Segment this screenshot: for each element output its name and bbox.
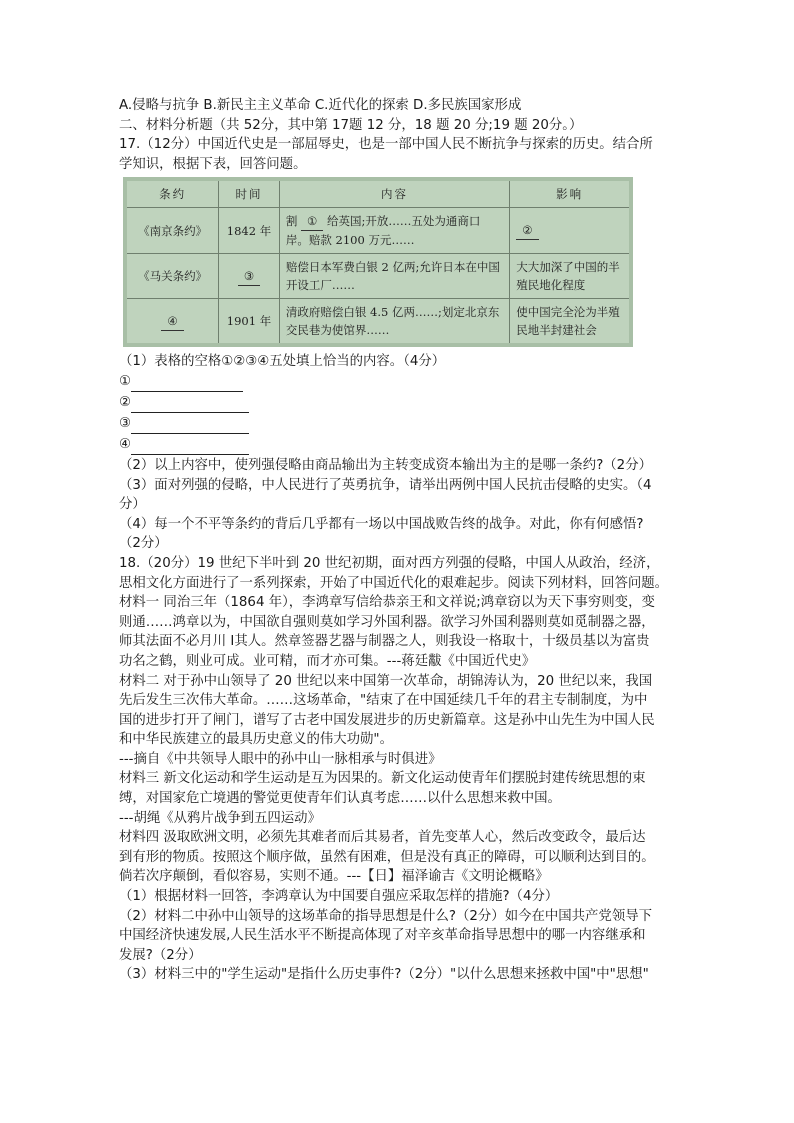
sub-question-3-cont: 分）: [119, 497, 146, 513]
material-4: 材料四 汲取欧洲文明，必须先其难者而后其易者，首先变革人心，然后改变政令，最后达: [119, 830, 646, 846]
table-row: [125, 299, 631, 346]
material-1-cont: 师其法面不必月川 I其人。然章签器艺器与制器之人，则我设一格取十，十级员基以为富贵: [119, 634, 650, 650]
material-1-cont: 则通……鸿章以为，中国欲自强则莫如学习外国利器。欲学习外国利器则莫如觅制器之器，: [119, 614, 655, 630]
material-2: 材料二 对于孙中山领导了 20 世纪以来中国第一次革命，胡锦涛认为，20 世纪以来，我国: [119, 673, 653, 689]
blank-4: ④: [161, 312, 183, 331]
sub-question-4-cont: （2分）: [119, 536, 168, 552]
content-cell: 赔偿日本军费白银 2 亿两;允许日本在中国开设工厂……: [279, 254, 509, 299]
q18-sub-2-cont: 发展?（2分）: [119, 947, 202, 963]
material-4-cont: 到有形的物质。按照这个顺序做，虽然有困难，但是没有真正的障碍，可以顺利达到目的。: [119, 849, 655, 865]
blank-1: ①: [301, 212, 323, 231]
blank-2: ②: [516, 221, 538, 240]
answer-line-4: ④: [119, 435, 684, 456]
material-4-source: 倘若次序颠倒，看似容易，实则不通。---【日】福泽谕吉《文明论概略》: [119, 869, 549, 885]
sub-question-4: （4）每一个不平等条约的背后几乎都有一场以中国战败告终的战争。对此，你有何感悟?: [119, 516, 644, 532]
answer-line-1: ①: [119, 372, 684, 393]
sub-question-2: （2）以上内容中，使列强侵略由商品输出为主转变成资本输出为主的是哪一条约?（2分）: [119, 457, 652, 473]
question-18-intro: 18.（20分）19 世纪下半叶到 20 世纪初期，面对西方列强的侵略，中国人从政治，经济，: [119, 555, 660, 571]
header-content: 内容: [279, 179, 509, 208]
material-3: 材料三 新文化运动和学生运动是互为因果的。新文化运动使青年们摆脱封建传统思想的束: [119, 771, 646, 787]
question-17-intro-cont: 学知识，根据下表，回答问题。: [119, 156, 307, 172]
treaty-cell: 《马关条约》: [125, 254, 219, 299]
answer-line-3: ③: [119, 414, 684, 435]
sub-question-3: （3）面对列强的侵略，中人民进行了英勇抗争，请举出两例中国人民抗击侵略的史实。（4: [119, 477, 652, 493]
material-2-cont: 和中华民族建立的最具历史意义的伟大功勋"。: [119, 732, 393, 748]
material-1: 材料一 同治三年（1864 年），李鸿章写信给恭亲王和文祥说;鸿章窃以为天下事穷则变，变: [119, 595, 655, 611]
table-row: [125, 208, 631, 254]
header-time: 时间: [219, 179, 280, 208]
answer-line-2: ②: [119, 393, 684, 414]
material-2-cont: 先后发生三次伟大革命。……这场革命，"结束了在中国延续几千年的君主专制制度，为中: [119, 693, 648, 709]
blank-3: ③: [238, 267, 260, 286]
question-17-intro: 17.（12分）中国近代史是一部屈辱史，也是一部中国人民不断抗争与探索的历史。结合所: [119, 137, 653, 153]
treaty-cell: [125, 299, 219, 346]
effect-cell: 大大加深了中国的半殖民地化程度: [510, 254, 631, 299]
treaty-table: [123, 177, 633, 347]
table-header-row: [125, 179, 631, 208]
effect-cell: [510, 208, 631, 254]
effect-cell: 使中国完全沦为半殖民地半封建社会: [510, 299, 631, 346]
content-cell: 清政府赔偿白银 4.5 亿两……;划定北京东交民巷为使馆界……: [279, 299, 509, 346]
time-cell: 1842 年: [219, 208, 280, 254]
choice-options: A.侵略与抗争 B.新民主主义革命 C.近代化的探索 D.多民族国家形成: [119, 98, 522, 113]
header-effect: 影响: [510, 179, 631, 208]
sub-question-1: （1）表格的空格①②③④五处填上恰当的内容。（4分）: [119, 354, 446, 370]
time-cell: 1901 年: [219, 299, 280, 346]
material-1-source: 功名之鹤，则业可成。业可精，而才亦可集。---蒋廷黻《中国近代史》: [119, 653, 536, 669]
material-2-source: ---摘自《中共领导人眼中的孙中山一脉相承与时俱进》: [119, 751, 442, 767]
exam-page: [119, 96, 684, 985]
table-row: [125, 254, 631, 299]
q18-sub-3: （3）材料三中的"学生运动"是指什么历史事件?（2分）"以什么思想来拯救中国"中"思想": [119, 967, 649, 983]
section-heading: 二、材料分析题（共 52分，其中第 17题 12 分，18 题 20 分;19 题 20分。）: [119, 117, 583, 133]
q18-sub-1: （1）根据材料一回答，李鸿章认为中国要自强应采取怎样的措施?（4分）: [119, 889, 559, 905]
material-3-source: ---胡绳《从鸦片战争到五四运动》: [119, 810, 321, 826]
material-2-cont: 国的进步打开了闸门，谱写了古老中国发展进步的历史新篇章。这是孙中山先生为中国人民: [119, 712, 655, 728]
content-cell: 割 ① 给英国;开放……五处为通商口岸。赔款 2100 万元……: [279, 208, 509, 254]
time-cell: [219, 254, 280, 299]
q18-sub-2: （2）材料二中孙中山领导的这场革命的指导思想是什么?（2分）如今在中国共产党领导下: [119, 908, 652, 924]
material-3-cont: 缚，对国家危亡境遇的警觉更使青年们认真考虑……以什么思想来救中国。: [119, 791, 561, 807]
header-treaty: 条约: [125, 179, 219, 208]
treaty-cell: 《南京条约》: [125, 208, 219, 254]
q18-sub-2-cont: 中国经济快速发展,人民生活水平不断提高体现了对辛亥革命指导思想中的哪一内容继承和: [119, 928, 646, 944]
question-18-intro-cont: 思相文化方面进行了一系列探索，开始了中国近代化的艰难起步。阅读下列材料，回答问题。: [119, 575, 669, 591]
